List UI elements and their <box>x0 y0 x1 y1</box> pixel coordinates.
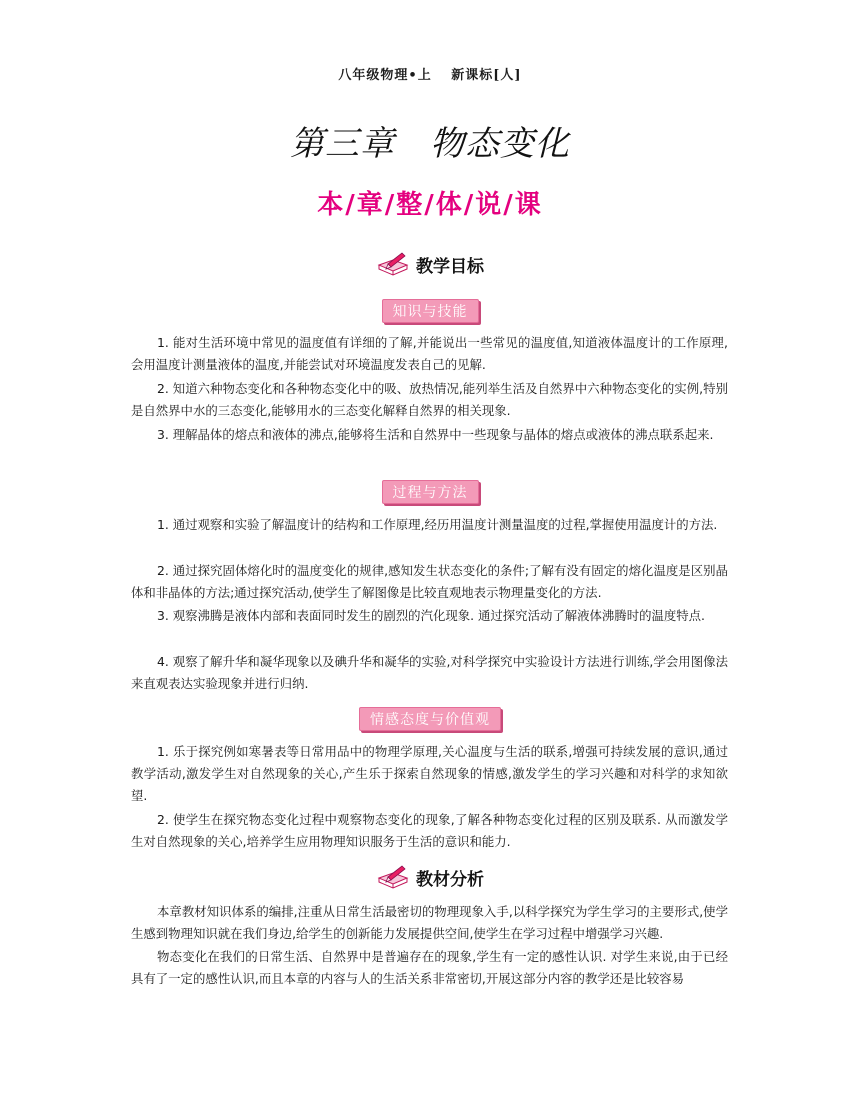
emotion-item: 2. 使学生在探究物态变化过程中观察物态变化的现象,了解各种物态变化过程的区别及联系. 从而激发学生对自然现象的关心,培养学生应用物理知识服务于生活的意识和能力. <box>131 812 728 849</box>
pencil-book-icon <box>376 251 410 277</box>
tag-emotion <box>0 707 860 731</box>
pencil-book-icon <box>376 864 410 890</box>
tag-process <box>0 480 860 504</box>
analysis-paragraph: 物态变化在我们的日常生活、自然界中是普遍存在的现象,学生有一定的感性认识. 对学生来说,由于已经具有了一定的感性认识,而且本章的内容与人的生活关系非常密切,开展这部分内容的教学还是比较容易 <box>131 949 728 986</box>
process-item: 3. 观察沸腾是液体内部和表面同时发生的剧烈的汽化现象. 通过探究活动了解液体沸腾时的温度特点. <box>157 608 705 623</box>
section-title: 教材分析 <box>416 869 484 890</box>
section-heading-analysis <box>0 864 860 892</box>
emotion-item: 1. 乐于探究例如寒暑表等日常用品中的物理学原理,关心温度与生活的联系,增强可持续发展的意识,通过教学活动,激发学生对自然现象的关心,产生乐于探索自然现象的情感,激发学生的学习兴趣和对科学的求知欲望. <box>131 744 728 803</box>
knowledge-item: 1. 能对生活环境中常见的温度值有详细的了解,并能说出一些常见的温度值,知道液体温度计的工作原理,会用温度计测量液体的温度,并能尝试对环境温度发表自己的见解. <box>131 335 728 372</box>
page-subtitle: 本/章/整/体/说/课 <box>317 190 543 220</box>
tag-label: 情感态度与价值观 <box>359 707 501 731</box>
process-item: 1. 通过观察和实验了解温度计的结构和工作原理,经历用温度计测量温度的过程,掌握使用温度计的方法. <box>157 517 718 532</box>
process-item: 2. 通过探究固体熔化时的温度变化的规律,感知发生状态变化的条件;了解有没有固定的熔化温度是区别晶体和非晶体的方法;通过探究活动,使学生了解图像是比较直观地表示物理量变化的方法. <box>131 563 728 600</box>
knowledge-item: 3. 理解晶体的熔点和液体的沸点,能够将生活和自然界中一些现象与晶体的熔点或液体的沸点联系起来. <box>157 427 714 442</box>
section-heading-goals <box>0 251 860 279</box>
page-header: 八年级物理•上 新课标[人] <box>338 68 522 83</box>
process-item: 4. 观察了解升华和凝华现象以及碘升华和凝华的实验,对科学探究中实验设计方法进行训练,学会用图像法来直观表达实验现象并进行归纳. <box>131 654 728 691</box>
tag-label: 知识与技能 <box>382 299 479 323</box>
knowledge-item: 2. 知道六种物态变化和各种物态变化中的吸、放热情况,能列举生活及自然界中六种物态变化的实例,特别是自然界中水的三态变化,能够用水的三态变化解释自然界的相关现象. <box>131 381 728 418</box>
section-title: 教学目标 <box>416 256 484 277</box>
tag-knowledge <box>0 299 860 323</box>
chapter-title: 第三章 物态变化 <box>290 124 570 164</box>
tag-label: 过程与方法 <box>382 480 479 504</box>
analysis-paragraph: 本章教材知识体系的编排,注重从日常生活最密切的物理现象入手,以科学探究为学生学习的主要形式,使学生感到物理知识就在我们身边,给学生的创新能力发展提供空间,使学生在学习过程中增强学习兴趣. <box>131 904 728 941</box>
